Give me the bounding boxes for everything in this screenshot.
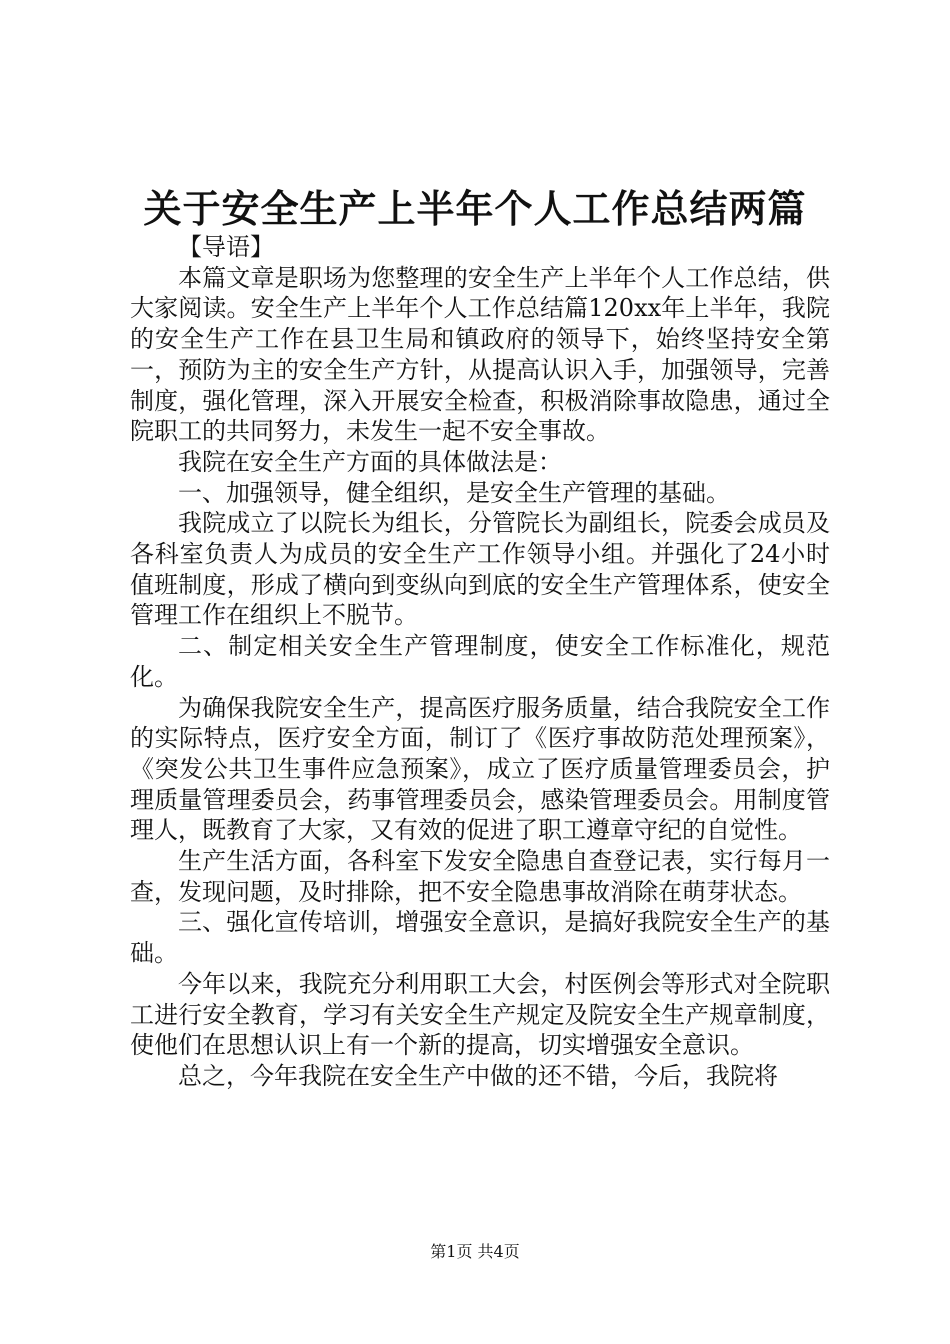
paragraph-section-3: 今年以来，我院充分利用职工大会，村医例会等形式对全院职工进行安全教育，学习有关安全生产规定及院安全生产规章制度，使他们在思想认识上有一个新的提高，切实增强安全意识。 [130,969,830,1060]
paragraph-section-2-production: 生产生活方面，各科室下发安全隐患自查登记表，实行每月一查，发现问题，及时排除，把不安全隐患事故消除在萌芽状态。 [130,847,830,906]
paragraph-approach: 我院在安全生产方面的具体做法是： [178,447,562,476]
document-title: 关于安全生产上半年个人工作总结两篇 [143,186,807,231]
paragraph-intro: 本篇文章是职场为您整理的安全生产上半年个人工作总结，供大家阅读。安全生产上半年个人工作总结篇120xx年上半年，我院的安全生产工作在县卫生局和镇政府的领导下，始终坚持安全第一，预防为主的安全生产方针，从提高认识入手，加强领导，完善制度，强化管理，深入开展安全检查，积极消除事故隐患，通过全院职工的共同努力，未发生一起不安全事故。 [130,263,830,446]
paragraph-intro-label: 【导语】 [178,233,274,261]
paragraph-summary: 总之，今年我院在安全生产中做的还不错，今后，我院将 [178,1061,778,1090]
paragraph-section-2: 为确保我院安全生产，提高医疗服务质量，结合我院安全工作的实际特点，医疗安全方面，制订了《医疗事故防范处理预案》，《突发公共卫生事件应急预案》，成立了医疗质量管理委员会，护理质量管理委员会，药事管理委员会，感染管理委员会。用制度管理人，既教育了大家，又有效的促进了职工遵章守纪的自觉性。 [130,693,830,845]
section-heading-2: 二、制定相关安全生产管理制度，使安全工作标准化，规范化。 [130,632,830,691]
document-body [130,232,830,1092]
section-heading-1: 一、加强领导，健全组织，是安全生产管理的基础。 [178,478,730,507]
paragraph-section-1: 我院成立了以院长为组长，分管院长为副组长，院委会成员及各科室负责人为成员的安全生产工作领导小组。并强化了24小时值班制度，形成了横向到变纵向到底的安全生产管理体系，使安全管理工作在组织上不脱节。 [130,509,830,630]
section-heading-3: 三、强化宣传培训，增强安全意识，是搞好我院安全生产的基础。 [130,908,830,968]
page-number: 第1页 共4页 [430,1242,520,1261]
